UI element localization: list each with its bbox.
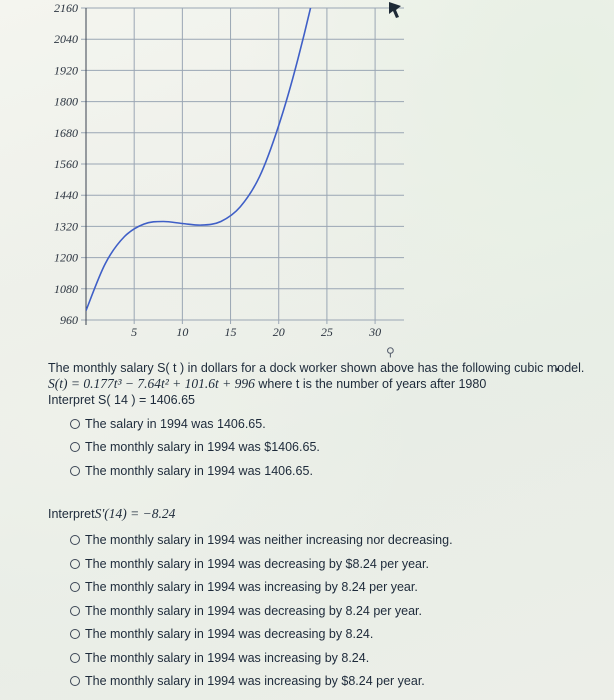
derivative-formula: S′(14) = −8.24 xyxy=(94,505,176,521)
option-1-c[interactable] xyxy=(70,459,608,483)
y-tick-label: 960 xyxy=(60,313,78,327)
option-2-c[interactable] xyxy=(70,576,608,600)
x-tick-label: 15 xyxy=(224,325,237,339)
question-model xyxy=(48,376,608,392)
chart-grid xyxy=(81,8,404,324)
y-tick-label: 1440 xyxy=(54,188,78,203)
y-tick-label: 1920 xyxy=(54,63,78,78)
x-tick-label: 10 xyxy=(176,325,189,339)
x-tick-label: 30 xyxy=(369,325,382,339)
option-2-f[interactable] xyxy=(70,646,608,670)
salary-curve xyxy=(86,0,399,311)
option-label: The monthly salary in 1994 was decreasing by 8.24 per year. xyxy=(85,603,422,618)
option-2-a[interactable] xyxy=(70,529,608,553)
question-panel xyxy=(48,360,608,693)
y-tick-label: 1800 xyxy=(54,94,78,109)
x-tick-label: 25 xyxy=(320,325,333,339)
option-label: The monthly salary in 1994 was decreasing by 8.24. xyxy=(85,627,374,642)
option-label: The salary in 1994 was 1406.65. xyxy=(85,416,266,431)
option-2-g[interactable] xyxy=(70,670,608,694)
radio-icon[interactable] xyxy=(70,442,80,452)
y-tick-label: 2160 xyxy=(54,1,78,15)
option-1-b[interactable] xyxy=(70,436,608,460)
search-icon: ⚲ xyxy=(386,345,395,359)
option-1-a[interactable] xyxy=(70,412,608,436)
model-formula: S(t) = 0.177t³ − 7.64t² + 101.6t + 996 xyxy=(48,376,255,391)
interpret-s14: Interpret S( 14 ) = 1406.65 xyxy=(48,393,195,407)
option-2-d[interactable] xyxy=(70,599,608,623)
question-2 xyxy=(48,503,608,694)
question-intro: The monthly salary S( t ) in dollars for a dock worker shown above has the following cubic model. xyxy=(48,361,585,375)
y-tick-label: 1080 xyxy=(54,281,78,296)
radio-icon[interactable] xyxy=(70,559,80,569)
option-label: The monthly salary in 1994 was increasing by $8.24 per year. xyxy=(85,674,425,689)
options-group-2 xyxy=(48,529,608,694)
radio-icon[interactable] xyxy=(70,419,80,429)
radio-icon[interactable] xyxy=(70,535,80,545)
x-tick-label: 20 xyxy=(272,325,285,339)
radio-icon[interactable] xyxy=(70,466,80,476)
option-2-e[interactable] xyxy=(70,623,608,647)
options-group-1 xyxy=(48,412,608,483)
interpret2-label: Interpret xyxy=(48,506,95,521)
y-tick-label: 1560 xyxy=(54,157,78,171)
radio-icon[interactable] xyxy=(70,629,80,639)
interpret-derivative xyxy=(48,503,608,525)
model-suffix: where t is the number of years after 1980 xyxy=(254,377,487,391)
radio-icon[interactable] xyxy=(70,653,80,663)
y-tick-label: 2040 xyxy=(54,32,78,47)
radio-icon[interactable] xyxy=(70,606,80,616)
y-tick-label: 1320 xyxy=(54,219,78,234)
y-tick-label: 1680 xyxy=(54,125,78,140)
option-label: The monthly salary in 1994 was $1406.65. xyxy=(85,440,320,455)
radio-icon[interactable] xyxy=(70,676,80,686)
option-label: The monthly salary in 1994 was decreasing by $8.24 per year. xyxy=(85,556,429,571)
option-label: The monthly salary in 1994 was neither increasing nor decreasing. xyxy=(85,533,453,548)
option-2-b[interactable] xyxy=(70,552,608,576)
option-label: The monthly salary in 1994 was increasing by 8.24. xyxy=(85,650,370,665)
y-tick-label: 1200 xyxy=(54,250,78,265)
x-tick-labels xyxy=(131,325,381,339)
option-label: The monthly salary in 1994 was increasing by 8.24 per year. xyxy=(85,580,418,595)
y-tick-labels xyxy=(54,1,78,327)
cursor-icon xyxy=(389,2,401,18)
x-tick-label: 5 xyxy=(131,325,138,339)
option-label: The monthly salary in 1994 was 1406.65. xyxy=(85,463,313,478)
radio-icon[interactable] xyxy=(70,582,80,592)
